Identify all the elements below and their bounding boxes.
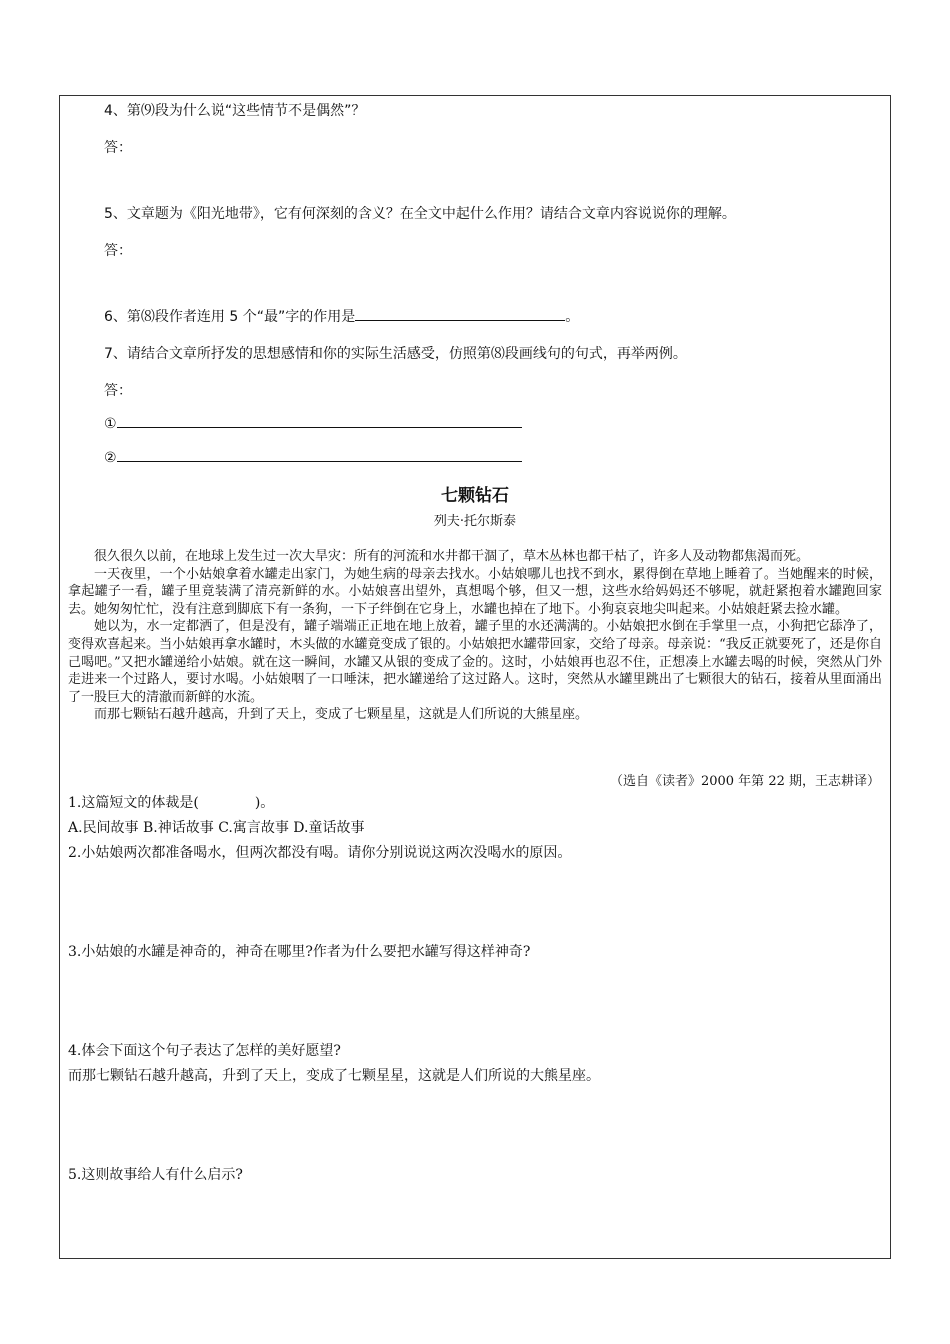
story-paragraph-4: 而那七颗钻石越升越高，升到了天上，变成了七颗星星，这就是人们所说的大熊星座。 <box>94 707 589 723</box>
answer-line-1 <box>104 413 522 432</box>
story-question-3: 3.小姑娘的水罐是神奇的，神奇在哪里?作者为什么要把水罐写得这样神奇? <box>68 944 531 960</box>
story-question-1: 1.这篇短文的体裁是( )。 <box>68 795 275 811</box>
marker-1: ① <box>104 416 117 432</box>
answer-blank-6[interactable] <box>355 306 565 321</box>
answer-line-2 <box>104 447 522 466</box>
marker-2: ② <box>104 450 117 466</box>
story-paragraph-1: 很久很久以前，在地球上发生过一次大旱灾：所有的河流和水井都干涸了，草木丛林也都干枯了，许多人及动物都焦渴而死。 <box>94 549 810 564</box>
story-source: （选自《读者》2000 年第 22 期，王志耕译） <box>609 774 880 789</box>
story-question-5: 5.这则故事给人有什么启示? <box>68 1167 243 1183</box>
answer-blank-7-1[interactable] <box>117 413 522 428</box>
question-6-text: 6、第⑻段作者连用 5 个“最”字的作用是 <box>104 309 356 325</box>
story-paragraph-2: 一天夜里，一个小姑娘拿着水罐走出家门，为她生病的母亲去找水。小姑娘哪儿也找不到水，累得倒在草地上睡着了。当她醒来的时候，拿起罐子一看，罐子里竟装满了清亮新鲜的水。小姑娘喜出望外，真想喝个够，但又一想，这些水给妈妈还不够呢，就赶紧抱着水罐跑回家去。她匆匆忙忙，没有注意到脚底下有一条狗，一下子绊倒在它身上，水罐也掉在了地下。小狗哀哀地尖叫起来。小姑娘赶紧去捡水罐。 <box>68 566 882 617</box>
story-title: 七颗钻石 <box>441 486 509 506</box>
story-author: 列夫·托尔斯泰 <box>433 514 517 529</box>
story-question-2: 2.小姑娘两次都准备喝水，但两次都没有喝。请你分别说说这两次没喝水的原因。 <box>68 845 572 861</box>
story-paragraph-3: 她以为，水一定都洒了，但是没有，罐子端端正正地在地上放着，罐子里的水还满满的。小姑娘把水倒在手掌里一点，小狗把它舔净了，变得欢喜起来。当小姑娘再拿水罐时，木头做的水罐竟变成了银的。小姑娘把水罐带回家，交给了母亲。母亲说：“我反正就要死了，还是你自己喝吧。”又把水罐递给小姑娘。就在这一瞬间，水罐又从银的变成了金的。这时，小姑娘再也忍不住，正想凑上水罐去喝的时候，突然从门外走进来一个过路人，要讨水喝。小姑娘咽了一口唾沫，把水罐递给了这过路人。这时，突然从水罐里跳出了七颗很大的钻石，接着从里面涌出了一股巨大的清澈而新鲜的水流。 <box>68 619 882 705</box>
story-question-4-sentence: 而那七颗钻石越升越高，升到了天上，变成了七颗星星，这就是人们所说的大熊星座。 <box>68 1068 600 1084</box>
answer-label-4: 答： <box>104 140 132 156</box>
question-6-end: 。 <box>565 309 580 325</box>
question-6 <box>104 306 579 326</box>
story-question-1-options: A.民间故事 B.神话故事 C.寓言故事 D.童话故事 <box>68 820 365 836</box>
answer-label-5: 答： <box>104 243 132 259</box>
story-body <box>68 548 882 724</box>
story-question-4: 4.体会下面这个句子表达了怎样的美好愿望? <box>68 1043 341 1059</box>
answer-label-7: 答： <box>104 383 132 399</box>
question-4: 4、第⑼段为什么说“这些情节不是偶然”？ <box>104 103 366 119</box>
question-5: 5、文章题为《阳光地带》，它有何深刻的含义？在全文中起什么作用？请结合文章内容说说你的理解。 <box>104 206 736 222</box>
question-7: 7、请结合文章所抒发的思想感情和你的实际生活感受，仿照第⑻段画线句的句式，再举两例。 <box>104 346 687 362</box>
answer-blank-7-2[interactable] <box>117 447 522 462</box>
